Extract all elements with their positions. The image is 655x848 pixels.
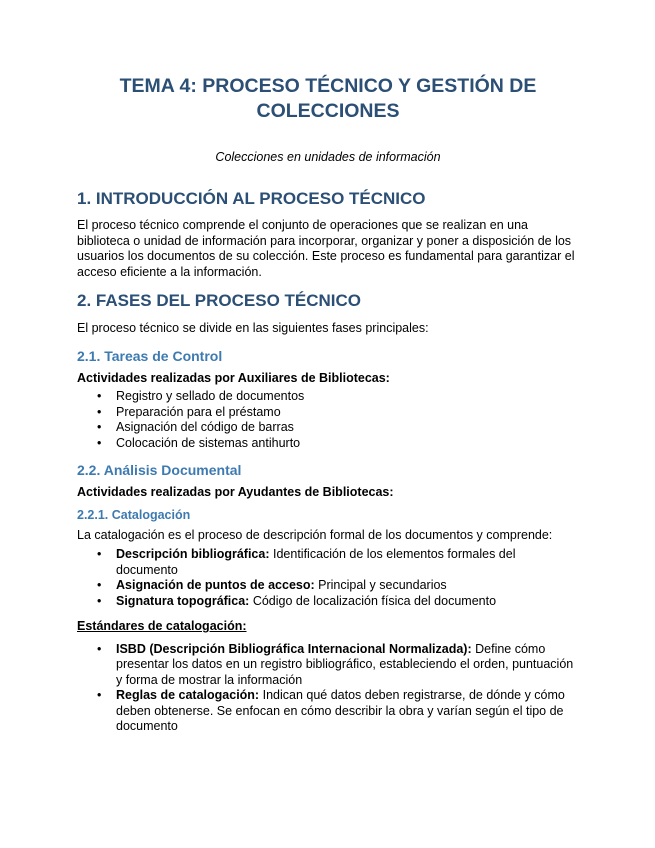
list-item [77, 594, 579, 610]
list-item-text: Define cómo presentar los datos en un registro bibliográfico, estableciendo el orden, puntuación y forma de mostrar la información [116, 641, 574, 687]
cataloguing-body: La catalogación es el proceso de descripción formal de los documentos y comprende: [77, 527, 553, 542]
list-item: • Colocación de sistemas antihurto [77, 436, 579, 452]
list-item-text: Identificación de los elementos formales del documento [116, 547, 516, 577]
standards-list [77, 642, 579, 735]
list-item: • Registro y sellado de documentos [77, 389, 579, 405]
document-subtitle: Colecciones en unidades de información [215, 150, 441, 164]
list-item [77, 578, 579, 594]
list-item [77, 688, 579, 735]
section-2-1-heading: 2.1. Tareas de Control [77, 347, 223, 364]
section-1-heading: 1. INTRODUCCIÓN AL PROCESO TÉCNICO [77, 189, 426, 208]
document-title: TEMA 4: PROCESO TÉCNICO Y GESTIÓN DE COLECCIONES [119, 75, 537, 122]
control-tasks-list [77, 389, 579, 451]
section-2-heading: 2. FASES DEL PROCESO TÉCNICO [77, 291, 362, 310]
section-2-1-lead: Actividades realizadas por Auxiliares de Bibliotecas: [77, 370, 390, 385]
cataloguing-list [77, 547, 579, 609]
standards-heading: Estándares de catalogación: [77, 619, 247, 633]
list-item [77, 642, 579, 689]
section-2-intro: El proceso técnico se divide en las siguientes fases principales: [77, 321, 429, 335]
list-item: • Asignación del código de barras [77, 420, 579, 436]
list-item: • Preparación para el préstamo [77, 405, 579, 421]
list-item-term: Descripción bibliográfica: [116, 547, 270, 561]
section-2-2-1-heading: 2.2.1. Catalogación [77, 507, 191, 522]
list-item [77, 547, 579, 578]
section-2-2-lead: Actividades realizadas por Ayudantes de Bibliotecas: [77, 485, 394, 499]
list-item-text: Principal y secundarios [318, 578, 447, 592]
section-2-2-heading: 2.2. Análisis Documental [77, 462, 242, 478]
list-item-term: Signatura topográfica: [116, 593, 250, 608]
list-item-text: Indican qué datos deben registrarse, de dónde y cómo deben obtenerse. Se enfocan en cómo describir la obra y varían según el tipo de documento [116, 688, 565, 733]
list-item-text: Código de localización física del documento [252, 593, 497, 608]
section-1-body: El proceso técnico comprende el conjunto de operaciones que se realizan en una biblioteca o unidad de información para incorporar, organizar y poner a disposición de los usuarios los documentos de su colección. Este proceso es fundamental para garantizar el acceso eficiente a la información. [77, 218, 575, 279]
list-item-term: Reglas de catalogación: [116, 688, 260, 702]
list-item-term: ISBD (Descripción Bibliográfica Internacional Normalizada): [116, 641, 472, 656]
list-item-term: Asignación de puntos de acceso: [116, 578, 315, 592]
